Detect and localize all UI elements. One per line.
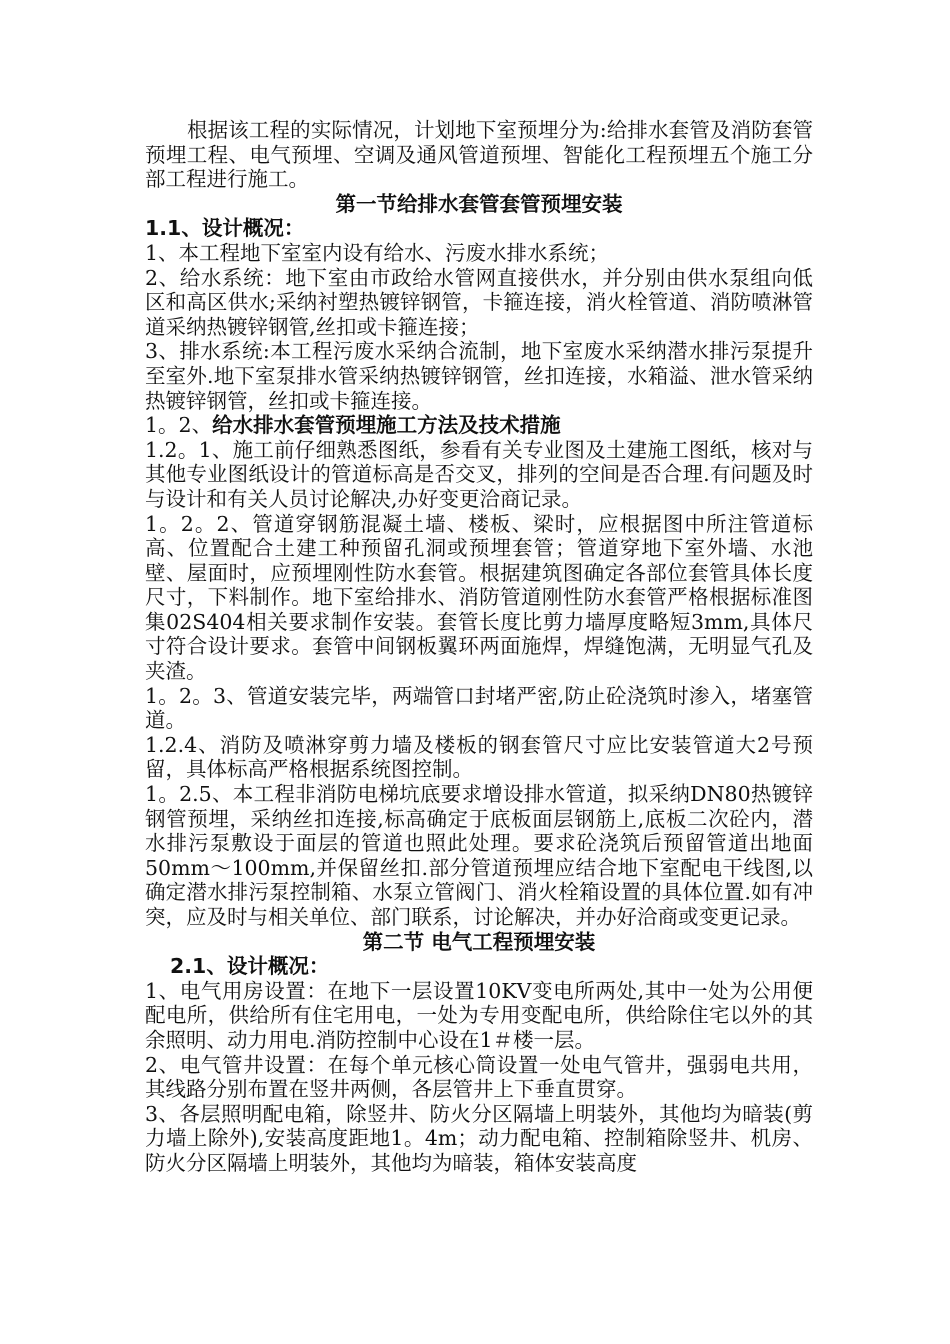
document-page bbox=[145, 118, 813, 1176]
heading-1-2 bbox=[145, 413, 813, 438]
electrical-paragraph-1: 1、电气用房设置：在地下一层设置10KV变电所两处,其中一处为公用便配电所，供给所有住宅用电，一处为专用变配电所，供给除住宅以外的其余照明、动力用电.消防控制中心设在1＃楼一层。 bbox=[145, 978, 813, 1052]
section-2-title: 第二节 电气工程预埋安装 bbox=[362, 929, 596, 954]
paragraph-2: 2、给水系统：地下室由市政给水管网直接供水，并分别由供水泵组向低区和高区供水;采纳衬塑热镀锌钢管，卡箍连接，消火栓管道、消防喷淋管道采纳热镀锌钢管,丝扣或卡箍连接； bbox=[145, 265, 813, 339]
paragraph-3: 3、排水系统:本工程污废水采纳合流制，地下室废水采纳潜水排污泵提升至室外.地下室泵排水管采纳热镀锌钢管，丝扣连接，水箱溢、泄水管采纳热镀锌钢管，丝扣或卡箍连接。 bbox=[145, 339, 813, 413]
heading-1-1: 1.1、设计概况： bbox=[145, 216, 305, 241]
paragraph-1-2-2: 1。2。2、管道穿钢筋混凝土墙、楼板、梁时，应根据图中所注管道标高、位置配合土建工种预留孔洞或预埋套管；管道穿地下室外墙、水池壁、屋面时，应预埋刚性防水套管。根据建筑图确定各部位套管具体长度尺寸，下料制作。地下室给排水、消防管道刚性防水套管严格根据标准图集02S404相关要求制作安装。套管长度比剪力墙厚度略短3mm,具体尺寸符合设计要求。套管中间钢板翼环两面施焊，焊缝饱满，无明显气孔及夹渣。 bbox=[145, 511, 813, 684]
paragraph-1-2-5: 1。2.5、本工程非消防电梯坑底要求增设排水管道，拟采纳DN80热镀锌钢管预埋，采纳丝扣连接,标高确定于底板面层钢筋上,底板二次砼内，潜水排污泵敷设于面层的管道也照此处理。要求砼浇筑后预留管道出地面50mm～100mm,并保留丝扣.部分管道预埋应结合地下室配电干线图,以确定潜水排污泵控制箱、水泵立管阀门、消火栓箱设置的具体位置.如有冲突，应及时与相关单位、部门联系，讨论解决，并办好洽商或变更记录。 bbox=[145, 782, 813, 929]
heading-2-1: 2.1、设计概况： bbox=[170, 954, 330, 979]
heading-1-2-number: 1。2、 bbox=[145, 413, 213, 438]
paragraph-1-2-3: 1。2。3、管道安装完毕，两端管口封堵严密,防止砼浇筑时渗入，堵塞管道。 bbox=[145, 683, 813, 733]
paragraph-1-2-1: 1.2。1、施工前仔细熟悉图纸，参看有关专业图及土建施工图纸，核对与其他专业图纸设计的管道标高是否交叉，排列的空间是否合理.有问题及时与设计和有关人员讨论解决,办好变更洽商记录。 bbox=[145, 437, 813, 511]
electrical-paragraph-2: 2、电气管井设置：在每个单元核心筒设置一处电气管井，强弱电共用，其线路分别布置在竖井两侧，各层管井上下垂直贯穿。 bbox=[145, 1052, 813, 1102]
intro-paragraph: 根据该工程的实际情况，计划地下室预埋分为:给排水套管及消防套管预埋工程、电气预埋、空调及通风管道预埋、智能化工程预埋五个施工分部工程进行施工。 bbox=[145, 118, 813, 192]
paragraph-1: 1、本工程地下室室内设有给水、污废水排水系统； bbox=[145, 240, 610, 265]
paragraph-1-2-4: 1.2.4、消防及喷淋穿剪力墙及楼板的钢套管尺寸应比安装管道大2号预留，具体标高严格根据系统图控制。 bbox=[145, 732, 813, 782]
section-1-title: 第一节给排水套管套管预埋安装 bbox=[335, 191, 623, 216]
heading-1-2-text: 给水排水套管预埋施工方法及技术措施 bbox=[212, 413, 561, 438]
electrical-paragraph-3: 3、各层照明配电箱，除竖井、防火分区隔墙上明装外，其他均为暗装(剪力墙上除外),安装高度距地1。4m；动力配电箱、控制箱除竖井、机房、防火分区隔墙上明装外，其他均为暗装，箱体安装高度 bbox=[145, 1101, 813, 1175]
